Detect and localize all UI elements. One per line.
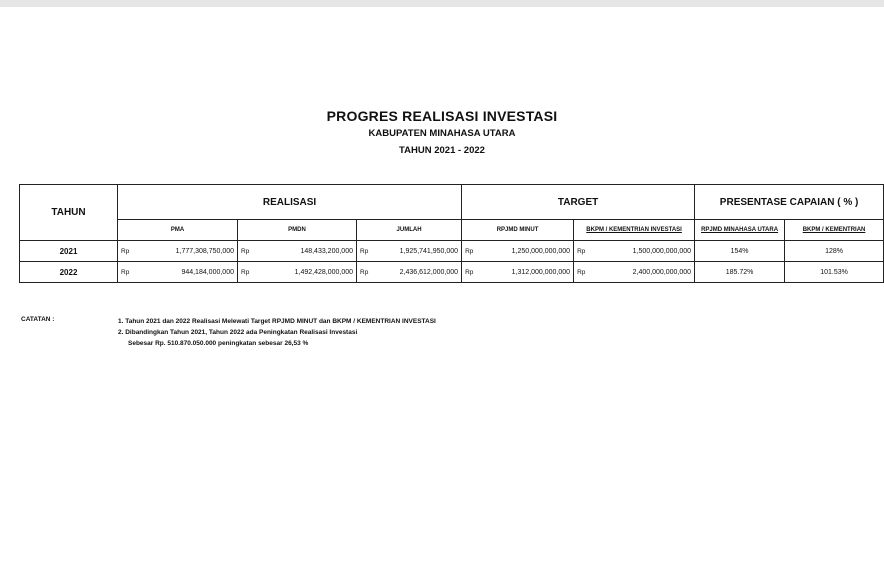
row-year: 2021	[20, 241, 118, 262]
header-rpjmd-minahasa-utara: RPJMD MINAHASA UTARA	[695, 220, 785, 241]
table-row	[20, 241, 884, 262]
cell-pmdn: 148,433,200,000	[256, 241, 357, 262]
cell-target-rpjmd: 1,312,000,000,000	[482, 262, 574, 283]
cell-capaian-bkpm: 128%	[785, 241, 884, 262]
note-line-2: 2. Dibandingkan Tahun 2021, Tahun 2022 ada Peningkatan Realisasi Investasi	[118, 329, 358, 336]
cell-capaian-rpjmd: 185.72%	[695, 262, 785, 283]
header-realisasi: REALISASI	[118, 185, 462, 220]
cell-jumlah: 2,436,612,000,000	[374, 262, 462, 283]
header-bkpm-target: BKPM / KEMENTRIAN INVESTASI	[574, 220, 695, 241]
header-rpjmd-minut: RPJMD MINUT	[462, 220, 574, 241]
note-line-3: Sebesar Rp. 510.870.050.000 peningkatan sebesar 26,53 %	[128, 340, 309, 347]
notes-label: CATATAN :	[21, 316, 55, 323]
cell-target-bkpm: 2,400,000,000,000	[591, 262, 695, 283]
header-target: TARGET	[462, 185, 695, 220]
investment-table	[19, 184, 884, 283]
top-bar	[0, 0, 884, 7]
note-line-1: 1. Tahun 2021 dan 2022 Realisasi Melewati Target RPJMD MINUT dan BKPM / KEMENTRIAN INVESTASI	[118, 318, 436, 325]
table-row	[20, 262, 884, 283]
cell-pma: 944,184,000,000	[140, 262, 238, 283]
row-year: 2022	[20, 262, 118, 283]
cell-pma: 1,777,308,750,000	[140, 241, 238, 262]
cell-capaian-rpjmd: 154%	[695, 241, 785, 262]
cell-target-bkpm: 1,500,000,000,000	[591, 241, 695, 262]
currency-label: Rp	[238, 241, 256, 262]
header-tahun: TAHUN	[20, 185, 118, 241]
currency-label: Rp	[462, 241, 482, 262]
currency-label: Rp	[238, 262, 256, 283]
header-row-2	[20, 220, 884, 241]
page-subtitle: KABUPATEN MINAHASA UTARA	[368, 128, 516, 139]
header-jumlah: JUMLAH	[357, 220, 462, 241]
cell-capaian-bkpm: 101.53%	[785, 262, 884, 283]
header-row-1	[20, 185, 884, 220]
notes-body	[118, 316, 436, 349]
cell-jumlah: 1,925,741,950,000	[374, 241, 462, 262]
currency-label: Rp	[462, 262, 482, 283]
page-title: PROGRES REALISASI INVESTASI	[326, 108, 558, 124]
currency-label: Rp	[574, 241, 591, 262]
page-period: TAHUN 2021 - 2022	[399, 145, 485, 156]
currency-label: Rp	[357, 241, 374, 262]
currency-label: Rp	[574, 262, 591, 283]
header-bkpm-capaian: BKPM / KEMENTRIAN	[785, 220, 884, 241]
currency-label: Rp	[118, 262, 140, 283]
cell-pmdn: 1,492,428,000,000	[256, 262, 357, 283]
currency-label: Rp	[118, 241, 140, 262]
currency-label: Rp	[357, 262, 374, 283]
cell-target-rpjmd: 1,250,000,000,000	[482, 241, 574, 262]
header-pmdn: PMDN	[238, 220, 357, 241]
header-pma: PMA	[118, 220, 238, 241]
header-capaian: PRESENTASE CAPAIAN ( % )	[695, 185, 884, 220]
